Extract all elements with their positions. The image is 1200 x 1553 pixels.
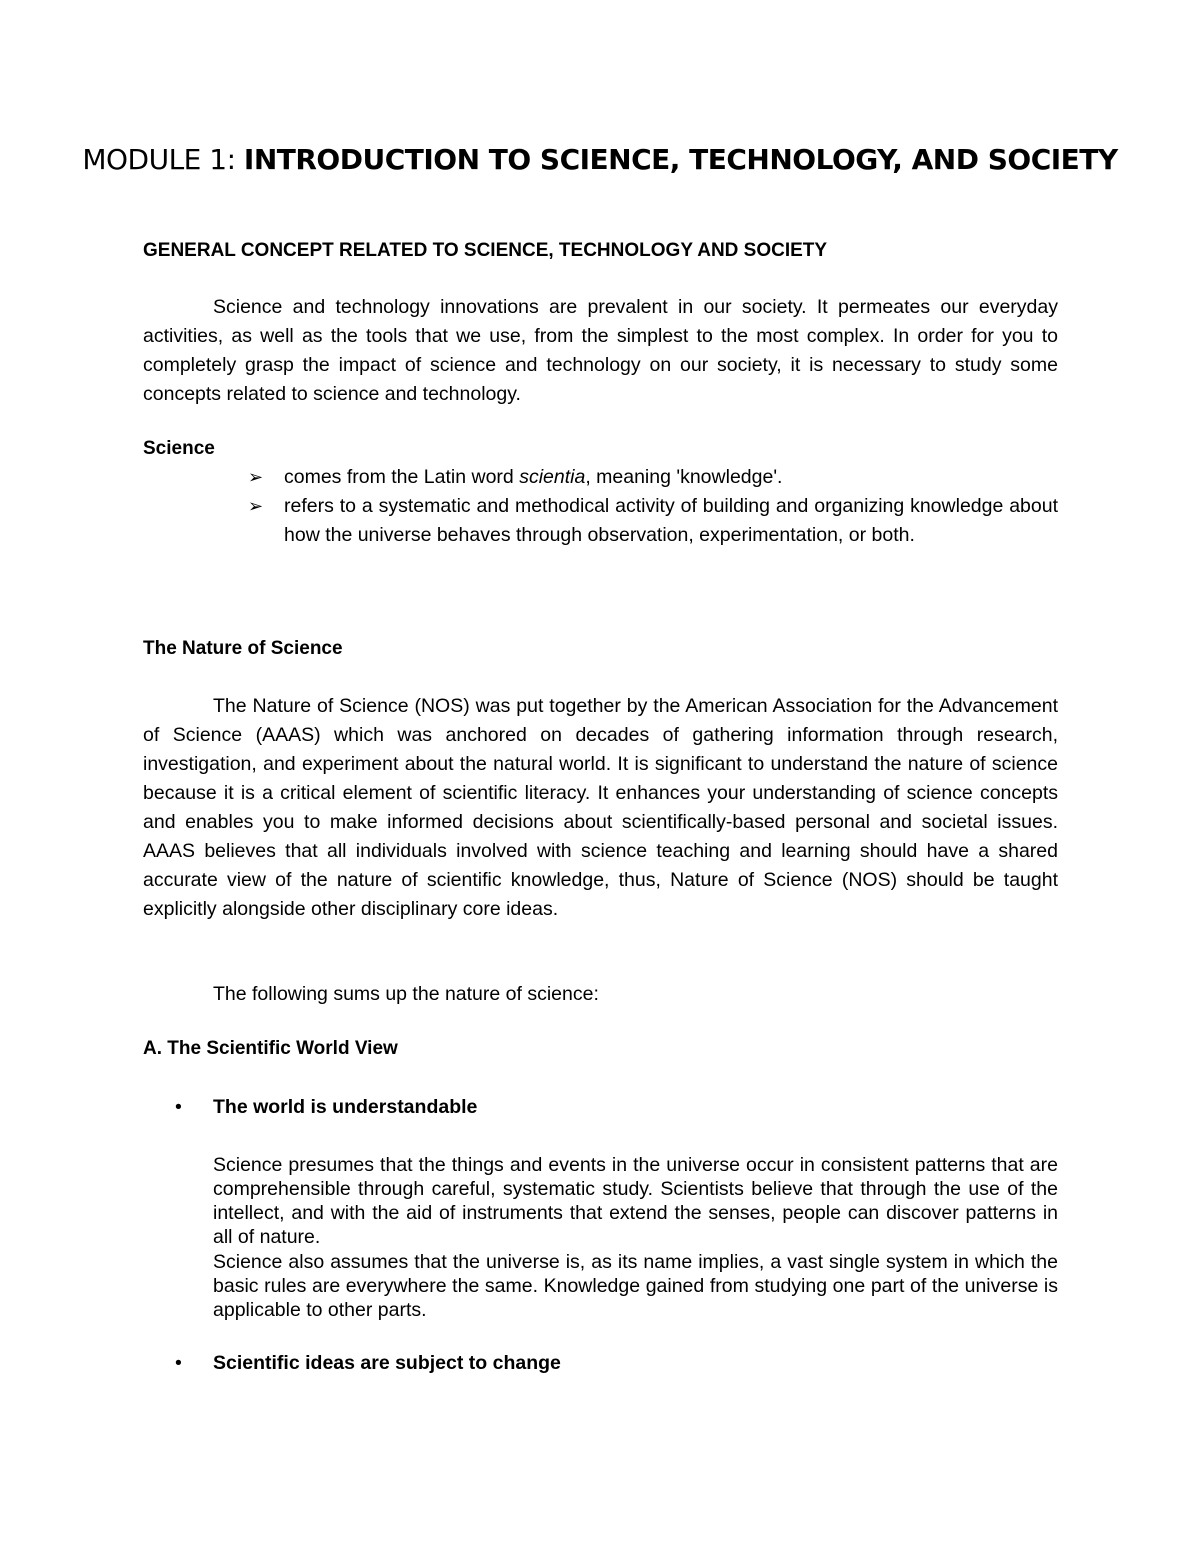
list-item <box>248 463 1058 492</box>
bullet-icon: • <box>175 1096 182 1118</box>
world-view-point2-title <box>175 1350 561 1376</box>
nature-paragraph: The Nature of Science (NOS) was put together by the American Association for the Advancement of Science (AAAS) which was anchored on decades of gathering information through research, investigation, and experiment about the natural world. It is significant to understand the nature of science because it is a critical element of scientific literacy. It enhances your understanding of science concepts and enables you to make informed decisions about scientifically-based personal and societal issues. AAAS believes that all individuals involved with science teaching and learning should have a shared accurate view of the nature of scientific knowledge, thus, Nature of Science (NOS) should be taught explicitly alongside other disciplinary core ideas. <box>143 695 1058 920</box>
module-title-prefix: MODULE 1: <box>82 143 244 176</box>
intro-paragraph: Science and technology innovations are prevalent in our society. It permeates our everyday activities, as well as the tools that we use, from the simplest to the most complex. In order for you to completely grasp the impact of science and technology on our society, it is necessary to study some concepts related to science and technology. <box>143 296 1058 405</box>
science-item2: refers to a systematic and methodical activity of building and organizing knowledge about how the universe behaves through observation, experimentation, or both. <box>284 495 1058 546</box>
world-view-point1-para2: Science also assumes that the universe is, as its name implies, a vast single system in which the basic rules are everywhere the same. Knowledge gained from studying one part of the universe is applicable to other parts. <box>213 1251 1058 1321</box>
section-heading: GENERAL CONCEPT RELATED TO SCIENCE, TECHNOLOGY AND SOCIETY <box>143 240 828 261</box>
world-view-point1-para1: Science presumes that the things and events in the universe occur in consistent patterns that are comprehensible through careful, systematic study. Scientists believe that through the use of the intellect, and with the aid of instruments that extend the senses, people can discover patterns in all of nature. <box>213 1154 1058 1248</box>
science-definition-list <box>248 463 1058 550</box>
science-item1-italic: scientia <box>519 466 586 488</box>
world-view-point1-title <box>175 1094 477 1120</box>
arrow-bullet-icon: ➢ <box>248 467 264 487</box>
nature-following-text: The following sums up the nature of science: <box>213 983 599 1005</box>
nature-heading: The Nature of Science <box>143 638 343 659</box>
module-title-bold: INTRODUCTION TO SCIENCE, TECHNOLOGY, AND SOCIETY <box>243 143 1118 176</box>
point1-title-text: The world is understandable <box>213 1096 478 1118</box>
list-item <box>248 492 1058 550</box>
point2-title-text: Scientific ideas are subject to change <box>213 1352 561 1374</box>
science-heading: Science <box>143 438 215 459</box>
module-title <box>0 140 1200 180</box>
science-item1-after: , meaning 'knowledge'. <box>585 466 783 488</box>
bullet-icon: • <box>175 1352 182 1374</box>
science-item1-before: comes from the Latin word <box>284 466 520 488</box>
arrow-bullet-icon: ➢ <box>248 496 264 516</box>
world-view-heading: A. The Scientific World View <box>143 1038 398 1059</box>
